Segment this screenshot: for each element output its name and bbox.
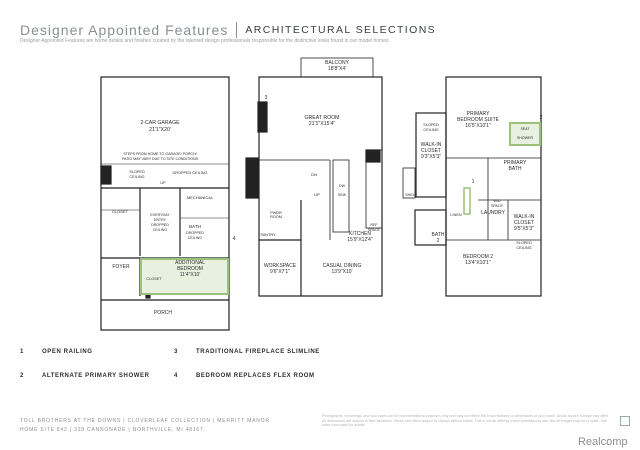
closet-label: CLOSET [111, 209, 129, 214]
walkin-dim: 9'3"X5'3" [421, 154, 441, 160]
bedroom2-dim: 13'4"X10'1" [465, 260, 491, 266]
entry-label-2: ENTRY [153, 218, 167, 222]
dw-label: DW [339, 184, 345, 188]
p3-sloped-3: SLOPED [516, 241, 532, 245]
stair-up: UP [314, 192, 320, 197]
additional-bedroom-1: ADDITIONAL [174, 260, 206, 266]
section-title: ARCHITECTURAL SELECTIONS [245, 24, 437, 36]
entry-label-3: DROPPED [151, 223, 169, 227]
powder-1: PWDR [270, 211, 282, 215]
balcony-dim: 18'8"X4' [327, 66, 347, 72]
walkin-4: CLOSET [513, 220, 535, 226]
pantry-label: PANTRY [260, 233, 276, 237]
callout-1: 1 [471, 179, 475, 185]
walkin2-dim: 9'5"X5'3" [514, 226, 534, 232]
footer-community: TOLL BROTHERS AT THE DOWNS | CLOVERLEAF COLLECTION | MERRITT MANOR [20, 418, 270, 424]
bath-dropped-1: DROPPED [186, 231, 204, 235]
primary-suite-dim: 16'5"X10'1" [465, 123, 491, 129]
foyer-label: FOYER [112, 264, 130, 270]
sink-label: SINK [337, 193, 347, 197]
plan-second-floor [246, 58, 382, 296]
garage-label: 2-CAR GARAGE [140, 120, 180, 126]
legend-num: 4 [174, 373, 178, 379]
porch-label: PORCH [153, 310, 173, 316]
steps-note-2: PATIO MAY VARY DUE TO SITE CONDITIONS [121, 157, 199, 161]
ref-2: SPACE [368, 228, 380, 232]
steps-note-1: STEPS FROM HOME TO GARAGE/ PORCH/ [123, 152, 197, 156]
legend-item-2 [20, 373, 150, 379]
closet2-label: CLOSET [146, 277, 162, 281]
bedroom2-label: BEDROOM 2 [462, 254, 494, 260]
walkin-2: CLOSET [420, 148, 442, 154]
primary-bath-2: BATH [508, 166, 522, 172]
legend-num: 1 [20, 349, 24, 355]
shelf-label: SHELF [405, 193, 417, 197]
wd-2: SPACE [491, 204, 503, 208]
entry-label-1: EVERYDAY [150, 213, 170, 217]
open-railing-highlight [464, 188, 470, 214]
laundry-label: LAUNDRY [481, 210, 505, 216]
p3-sloped-2: CEILING [423, 128, 439, 132]
footer-address: HOME SITE 842 | 328 CANNONADE | NORTHVILLE, MI 48167 [20, 427, 204, 433]
callout-4: 4 [232, 236, 236, 242]
kitchen-dim: 15'9"X12'4" [347, 237, 373, 243]
garage-dim: 21'1"X20' [149, 127, 171, 133]
workspace-dim: 9'6"X7'1" [270, 269, 290, 275]
primary-bath-1: PRIMARY [503, 160, 527, 166]
legend-label: OPEN RAILING [42, 349, 93, 355]
entry-label-4: CEILING [152, 228, 168, 232]
mechanical-label: MECHANICAL [186, 195, 214, 200]
legend-num: 2 [20, 373, 24, 379]
legend-item-4 [174, 373, 315, 379]
balcony-label: BALCONY [325, 60, 349, 66]
legend-label: ALTERNATE PRIMARY SHOWER [42, 373, 150, 379]
walkin-1: WALK-IN [420, 142, 442, 148]
casual-dining-label: CASUAL DINING [322, 263, 362, 269]
linen-label: LINEN [450, 213, 462, 217]
legend-item-1 [20, 349, 93, 355]
bath-dropped-2: CEILING [187, 236, 203, 240]
walkin-3: WALK-IN [513, 214, 535, 220]
legend-label: TRADITIONAL FIREPLACE SLIMLINE [196, 349, 320, 355]
watermark: Realcomp [578, 436, 628, 448]
callout-3: 3 [264, 95, 268, 101]
kitchen-label: KITCHEN [349, 231, 371, 237]
footer-disclaimer: Photographs, renderings, and floor plans are for representational purposes only and may not reflect the exact features or dimensions of your home. Actual square footage may differ. All dimensions are subject to field variations. Prices and offers subject to change without notice. This is not an offering where prohibited by law. Not all images may be to scale. See sales consultant for details. [322, 414, 610, 428]
great-room-dim: 21'1"X15'4" [308, 121, 336, 127]
great-room-label: GREAT ROOM [304, 115, 340, 121]
bath2-num: 2 [436, 238, 440, 244]
stair-dn: DN [311, 172, 317, 177]
legend-label: BEDROOM REPLACES FLEX ROOM [196, 373, 315, 379]
legend-num: 3 [174, 349, 178, 355]
callout-2: 2 [539, 115, 543, 121]
plan3-outline [446, 77, 541, 296]
bath-label: BATH [189, 224, 201, 229]
primary-suite-2: BEDROOM SUITE [457, 117, 499, 123]
wd-1: W/D [493, 199, 501, 203]
powder-2: ROOM [270, 215, 282, 219]
garage-up: UP [160, 181, 166, 185]
legend-item-3 [174, 349, 320, 355]
casual-dining-dim: 13'9"X10' [331, 269, 353, 275]
garage-dropped: DROPPED CEILING [172, 171, 208, 175]
p3-sloped-1: SLOPED [423, 123, 439, 127]
bath2-label: BATH [431, 232, 445, 238]
additional-bedroom-2: BEDROOM [177, 266, 203, 272]
page-title: Designer Appointed Features [20, 22, 229, 38]
shower-label: SHOWER [516, 136, 534, 140]
garage-sloped-2: CEILING [129, 175, 145, 179]
workspace-label: WORKSPACE [263, 263, 297, 269]
garage-sloped-1: SLOPED [129, 170, 145, 174]
p3-sloped-4: CEILING [516, 246, 532, 250]
seat-label: SEAT [520, 127, 530, 131]
ref-1: REF [370, 223, 378, 227]
page-subtitle: Designer Appointed Features are home details and finishes curated by the talented design professionals responsible for the distinctive looks found in our model homes. [20, 38, 390, 44]
equal-housing-icon [620, 416, 630, 426]
additional-bedroom-dim: 11'4"X10' [179, 272, 201, 278]
primary-suite-1: PRIMARY [466, 111, 490, 117]
